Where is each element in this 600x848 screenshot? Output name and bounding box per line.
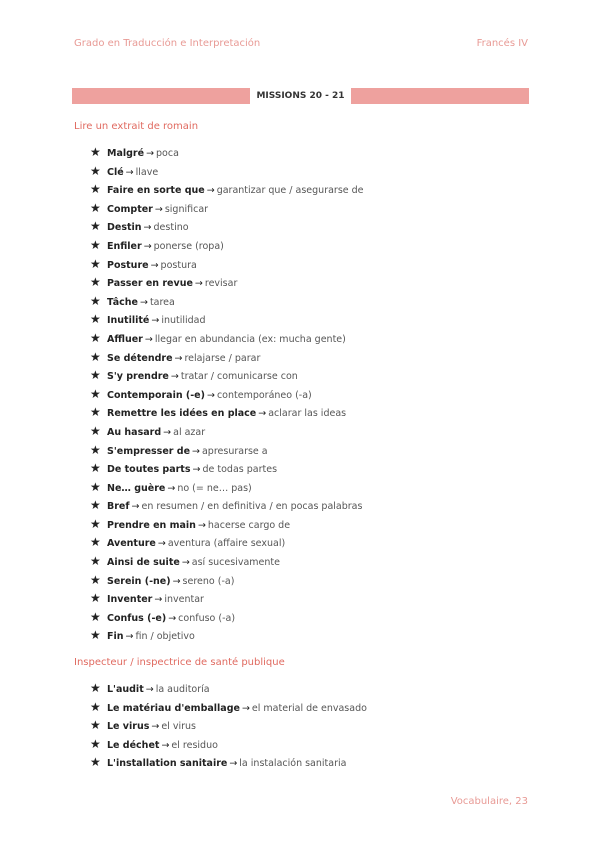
vocab-item [90,217,364,236]
arrow-icon: → [163,426,172,438]
arrow-icon: → [125,631,134,643]
arrow-icon: → [144,333,153,345]
arrow-icon: → [154,203,163,215]
vocab-term: Prendre en main [107,519,196,531]
arrow-icon: → [151,315,160,327]
vocab-term: Se détendre [107,352,173,364]
vocab-item [90,626,364,645]
arrow-icon: → [161,739,170,751]
star-icon: ★ [90,572,101,587]
vocab-item [90,441,364,460]
vocab-term: Passer en revue [107,278,193,290]
vocab-item [90,459,364,478]
vocab-translation: la instalación sanitaria [239,758,347,770]
banner [72,88,529,104]
vocab-term: Serein (-ne) [107,575,171,587]
vocab-term: Ainsi de suite [107,557,180,569]
star-icon: ★ [90,681,101,695]
star-icon: ★ [90,516,101,531]
vocab-translation: fin / objetivo [135,631,195,643]
vocab-list-2 [90,679,367,772]
vocab-item [90,716,367,735]
vocab-translation: así sucesivamente [191,557,280,569]
vocab-translation: aventura (affaire sexual) [167,538,286,550]
vocab-item [90,679,367,698]
vocab-term: Contemporain (-e) [107,389,205,401]
vocab-term: Destin [107,222,142,234]
star-icon: ★ [90,256,101,271]
star-icon: ★ [90,386,101,401]
vocab-item [90,162,364,181]
arrow-icon: → [170,371,179,383]
star-icon: ★ [90,405,101,420]
star-icon: ★ [90,609,101,624]
arrow-icon: → [197,519,206,531]
vocab-term: Inventer [107,594,153,606]
vocab-translation: de todas partes [202,464,278,476]
arrow-icon: → [139,296,148,308]
vocab-term: Posture [107,259,149,271]
star-icon: ★ [90,293,101,308]
vocab-term: Malgré [107,148,145,159]
star-icon: ★ [90,736,101,751]
vocab-item [90,753,367,772]
star-icon: ★ [90,145,101,159]
arrow-icon: → [206,389,215,401]
vocab-translation: destino [153,222,189,234]
star-icon: ★ [90,349,101,364]
vocab-item [90,366,364,385]
star-icon: ★ [90,498,101,513]
vocab-translation: relajarse / parar [184,352,261,364]
header-left: Grado en Traducción e Interpretación [74,38,261,49]
vocab-item [90,552,364,571]
arrow-icon: → [146,148,155,159]
vocab-item [90,292,364,311]
vocab-translation: el virus [161,721,196,733]
vocab-item [90,143,364,162]
vocab-translation: tratar / comunicarse con [180,371,298,383]
vocab-term: S'empresser de [107,445,191,457]
star-icon: ★ [90,368,101,383]
section-title: Inspecteur / inspectrice de santé publique [74,657,285,668]
vocab-term: Remettre les idées en place [107,408,257,420]
vocab-item [90,255,364,274]
star-icon: ★ [90,628,101,643]
arrow-icon: → [151,721,160,733]
star-icon: ★ [90,535,101,550]
star-icon: ★ [90,591,101,606]
vocab-term: Faire en sorte que [107,185,205,197]
star-icon: ★ [90,423,101,438]
vocab-item [90,310,364,329]
vocab-translation: llegar en abundancia (ex: mucha gente) [154,333,346,345]
arrow-icon: → [192,464,201,476]
vocab-term: Inutilité [107,315,150,327]
vocab-term: S'y prendre [107,371,169,383]
vocab-translation: contemporáneo (-a) [216,389,312,401]
arrow-icon: → [181,557,190,569]
vocab-translation: inutilidad [161,315,206,327]
vocab-item [90,348,364,367]
vocab-term: Affluer [107,333,143,345]
arrow-icon: → [192,445,200,457]
footer-page-label: Vocabulaire, 23 [450,796,528,807]
vocab-item [90,496,364,515]
vocab-term: Clé [107,166,124,178]
arrow-icon: → [168,612,177,624]
vocab-item [90,199,364,218]
vocab-translation: garantizar que / asegurarse de [216,185,364,197]
vocab-item [90,478,364,497]
star-icon: ★ [90,755,101,770]
star-icon: ★ [90,699,101,714]
arrow-icon: → [157,538,166,550]
vocab-item [90,403,364,422]
vocab-translation: confuso (-a) [178,612,236,624]
arrow-icon: → [258,408,267,420]
vocab-list-1 [90,143,364,645]
star-icon: ★ [90,479,101,494]
star-icon: ★ [90,330,101,345]
vocab-item [90,735,367,754]
vocab-translation: poca [156,148,179,159]
vocab-translation: llave [135,166,159,178]
vocab-item [90,698,367,717]
vocab-item [90,515,364,534]
star-icon: ★ [90,461,101,476]
vocab-translation: hacerse cargo de [207,519,291,531]
vocab-translation: aclarar las ideas [268,408,347,420]
vocab-translation: tarea [149,296,175,308]
star-icon: ★ [90,312,101,327]
arrow-icon: → [167,482,176,494]
vocab-term: Enfiler [107,240,142,252]
star-icon: ★ [90,237,101,252]
vocab-term: L'audit [107,684,144,695]
vocab-item [90,329,364,348]
banner-title: MISSIONS 20 - 21 [250,88,350,104]
vocab-translation: al azar [173,426,206,438]
vocab-term: Ne… guère [107,482,166,494]
vocab-item [90,589,364,608]
arrow-icon: → [174,352,183,364]
vocab-translation: postura [160,259,197,271]
vocab-term: Le déchet [107,739,160,751]
arrow-icon: → [154,594,163,606]
vocab-term: Le matériau d'emballage [107,702,240,714]
vocab-item [90,236,364,255]
vocab-term: Confus (-e) [107,612,167,624]
vocab-term: Compter [107,203,153,215]
star-icon: ★ [90,554,101,569]
vocab-item [90,180,364,199]
vocab-term: Bref [107,501,130,513]
arrow-icon: → [125,166,134,178]
vocab-translation: significar [164,203,209,215]
vocab-item [90,608,364,627]
vocab-translation: el residuo [171,739,218,751]
vocab-item [90,422,364,441]
vocab-term: Fin [107,631,124,643]
star-icon: ★ [90,163,101,178]
vocab-term: Au hasard [107,426,162,438]
arrow-icon: → [131,501,140,513]
star-icon: ★ [90,442,101,457]
star-icon: ★ [90,182,101,197]
arrow-icon: → [206,185,215,197]
vocab-translation: revisar [204,278,238,290]
star-icon: ★ [90,219,101,234]
arrow-icon: → [229,758,238,770]
header-right: Francés IV [476,38,528,49]
arrow-icon: → [194,278,203,290]
vocab-translation: apresurarse a [201,445,268,457]
arrow-icon: → [150,259,159,271]
vocab-item [90,571,364,590]
star-icon: ★ [90,200,101,215]
vocab-item [90,385,364,404]
arrow-icon: → [143,222,152,234]
vocab-item [90,533,364,552]
vocab-translation: sereno (-a) [182,575,235,587]
arrow-icon: → [172,575,181,587]
arrow-icon: → [145,684,154,695]
vocab-term: L'installation sanitaire [107,758,228,770]
vocab-item [90,273,364,292]
vocab-translation: el material de envasado [251,702,367,714]
vocab-term: Tâche [107,296,138,308]
star-icon: ★ [90,718,101,733]
vocab-term: Le virus [107,721,150,733]
vocab-translation: ponerse (ropa) [153,240,224,252]
star-icon: ★ [90,275,101,290]
vocab-term: Aventure [107,538,156,550]
arrow-icon: → [241,702,250,714]
vocab-translation: en resumen / en definitiva / en pocas palabras [141,501,363,513]
vocab-term: De toutes parts [107,464,191,476]
vocab-translation: no (= ne… pas) [177,482,252,494]
section-title: Lire un extrait de romain [74,121,199,132]
vocab-translation: inventar [164,594,204,606]
vocab-translation: la auditoría [155,684,210,695]
arrow-icon: → [143,240,152,252]
